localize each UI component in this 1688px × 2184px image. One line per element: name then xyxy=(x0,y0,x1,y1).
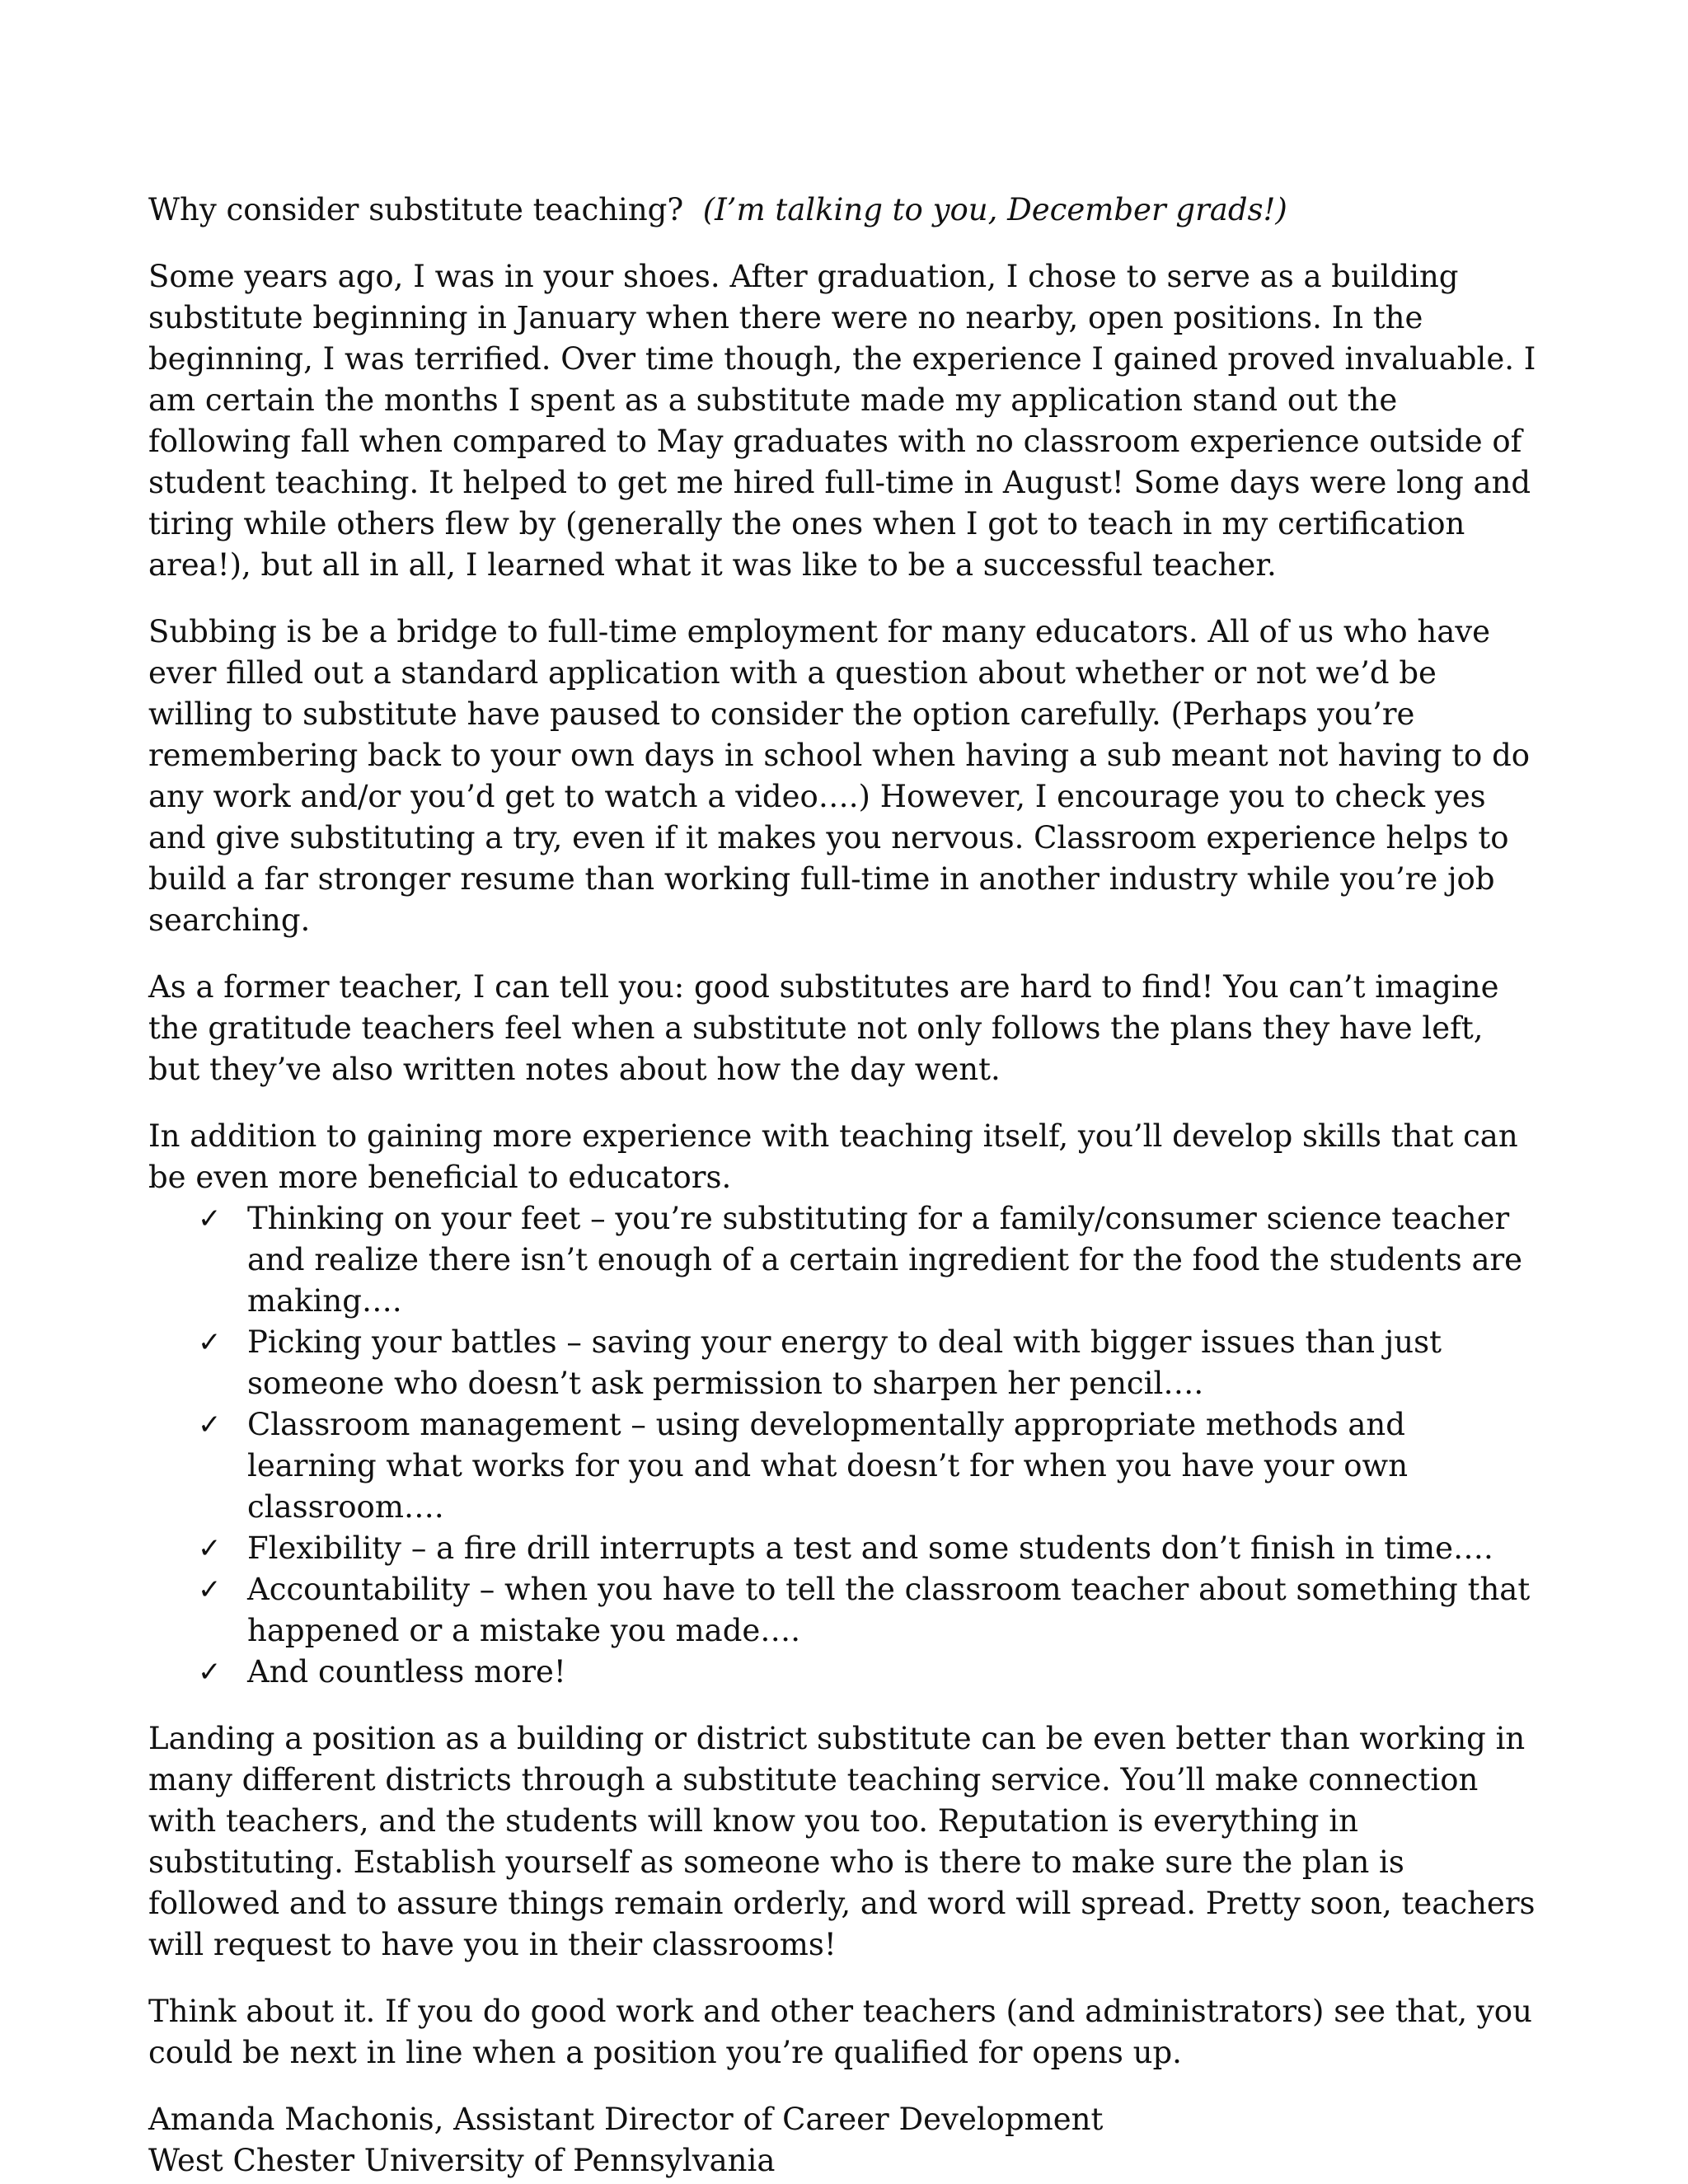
checklist-item-text: Classroom management – using developmentally appropriate methods and learning what works for you and what doesn’t for when you have your own classroom…. xyxy=(247,1407,1409,1525)
document-page xyxy=(148,190,1541,2182)
checklist-item-text: Thinking on your feet – you’re substituting for a family/consumer science teacher and realize there isn’t enough of a certain ingredient for the food the students are making…. xyxy=(247,1201,1523,1319)
checkmark-icon: ✓ xyxy=(198,1573,222,1606)
checkmark-icon: ✓ xyxy=(198,1532,222,1565)
paragraph-skills-intro: In addition to gaining more experience with teaching itself, you’ll develop skills that can be even more beneficial to educators. xyxy=(148,1118,1518,1195)
paragraph-former-teacher: As a former teacher, I can tell you: good substitutes are hard to find! You can’t imagine the gratitude teachers feel when a substitute not only follows the plans they have left, but they’ve also written notes about how the day went. xyxy=(148,969,1499,1087)
checklist-item xyxy=(198,1198,1541,1322)
heading-aside: (I’m talking to you, December grads!) xyxy=(702,192,1287,227)
checkmark-icon: ✓ xyxy=(198,1656,222,1689)
paragraph-landing-position: Landing a position as a building or district substitute can be even better than working in many different districts through a substitute teaching service. You’ll make connection with teachers, and the students will know you too. Reputation is everything in substituting. Establish yourself as someone who is there to make sure the plan is followed and to assure things remain orderly, and word will spread. Pretty soon, teachers will request to have you in their classrooms! xyxy=(148,1721,1536,1962)
checkmark-icon: ✓ xyxy=(198,1202,222,1235)
paragraph-experience: Some years ago, I was in your shoes. After graduation, I chose to serve as a building substitute beginning in January when there were no nearby, open positions. In the beginning, I was terrified. Over time though, the experience I gained proved invaluable. I am certain the months I spent as a substitute made my application stand out the following fall when compared to May graduates with no classroom experience outside of student teaching. It helped to get me hired full-time in August! Some days were long and tiring while others flew by (generally the ones when I got to teach in my certification area!), but all in all, I learned what it was like to be a successful teacher. xyxy=(148,259,1536,583)
checklist-item xyxy=(198,1569,1541,1652)
checklist-item xyxy=(198,1652,1541,1693)
checklist-item xyxy=(198,1404,1541,1528)
skills-checklist xyxy=(148,1198,1541,1693)
checkmark-icon: ✓ xyxy=(198,1326,222,1359)
heading-question: Why consider substitute teaching? xyxy=(148,192,684,227)
checklist-item-text: Accountability – when you have to tell the classroom teacher about something that happened or a mistake you made…. xyxy=(247,1572,1531,1648)
checklist-item-text: Picking your battles – saving your energy to deal with bigger issues than just someone who doesn’t ask permission to sharpen her pencil…. xyxy=(247,1324,1442,1401)
checkmark-icon: ✓ xyxy=(198,1408,222,1441)
checklist-item-text: And countless more! xyxy=(247,1654,566,1690)
signature-block xyxy=(148,2099,1541,2182)
paragraph-bridge: Subbing is be a bridge to full-time employment for many educators. All of us who have ever filled out a standard application with a question about whether or not we’d be willing to substitute have paused to consider the option carefully. (Perhaps you’re remembering back to your own days in school when having a sub meant not having to do any work and/or you’d get to watch a video….) However, I encourage you to check yes and give substituting a try, even if it makes you nervous. Classroom experience helps to build a far stronger resume than working full-time in another industry while you’re job searching. xyxy=(148,614,1531,938)
checklist-item-text: Flexibility – a fire drill interrupts a test and some students don’t finish in time…. xyxy=(247,1530,1493,1566)
signature-name-title: Amanda Machonis, Assistant Director of Career Development xyxy=(148,2102,1104,2137)
signature-institution: West Chester University of Pennsylvania xyxy=(148,2143,776,2178)
checklist-item xyxy=(198,1322,1541,1404)
document-heading xyxy=(148,190,1541,231)
paragraph-think-about-it: Think about it. If you do good work and other teachers (and administrators) see that, you could be next in line when a position you’re qualified for opens up. xyxy=(148,1994,1532,2070)
checklist-item xyxy=(198,1528,1541,1569)
